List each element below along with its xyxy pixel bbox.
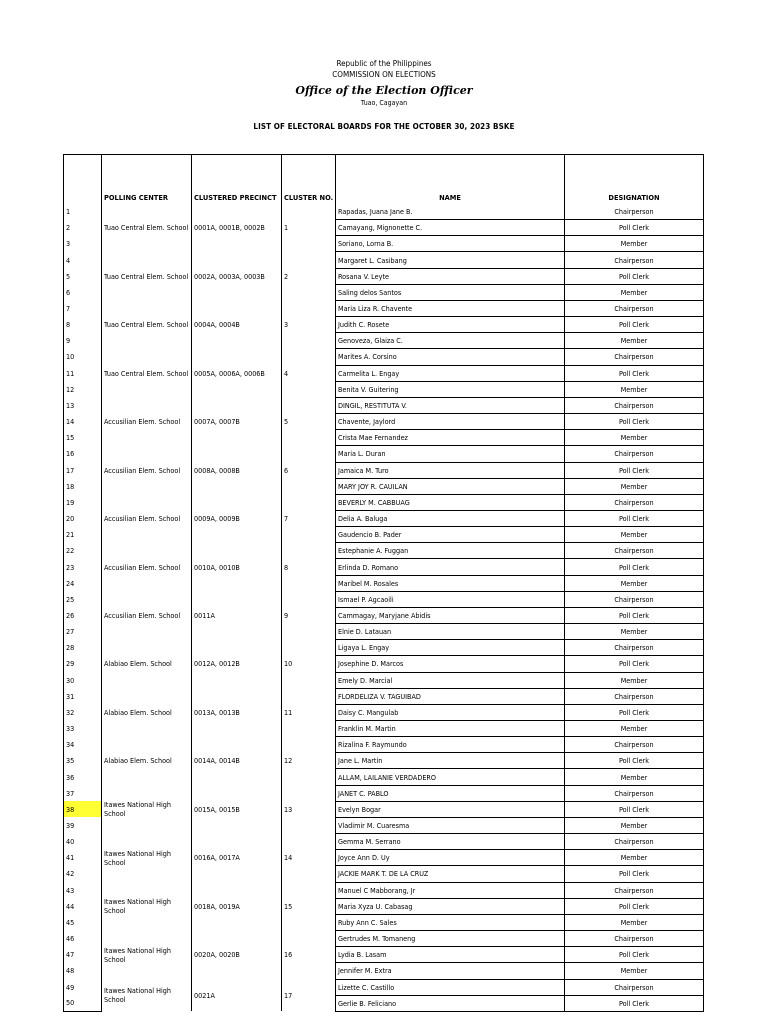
designation-cell: Chairperson: [565, 688, 704, 704]
row-number: 50: [64, 995, 102, 1011]
polling-center-cell: [102, 543, 192, 591]
row-number: 13: [64, 397, 102, 413]
member-name-cell: Ruby Ann C. Sales: [336, 914, 565, 930]
designation-cell: Chairperson: [565, 640, 704, 656]
designation-cell: Chairperson: [565, 397, 704, 413]
row-number: 2: [64, 220, 102, 236]
polling-center-name: Tuao Central Elem. School: [104, 271, 189, 281]
polling-center-name: Itawes National High School: [104, 897, 171, 916]
clustered-precinct-cell: 0021A: [192, 979, 282, 1011]
designation-cell: Poll Clerk: [565, 898, 704, 914]
table-header-row: [64, 155, 704, 205]
member-name-cell: Franklin M. Martin: [336, 721, 565, 737]
header-commission: COMMISSION ON ELECTIONS: [332, 70, 436, 79]
row-number: 31: [64, 688, 102, 704]
cluster-no-cell: 11: [282, 688, 336, 736]
member-name-cell: Benita V. Guitering: [336, 381, 565, 397]
designation-cell: Member: [565, 333, 704, 349]
clustered-precinct-cell: 0018A, 0019A: [192, 882, 282, 930]
member-name-cell: Maria L. Duran: [336, 446, 565, 462]
member-name-cell: Maria Liza R. Chavente: [336, 300, 565, 316]
member-name-cell: Jamaica M. Turo: [336, 462, 565, 478]
polling-center-name: Itawes National High School: [104, 986, 171, 1005]
row-number: 10: [64, 349, 102, 365]
polling-center-name: Accusilian Elem. School: [104, 465, 181, 475]
member-name-cell: JANET C. PABLO: [336, 785, 565, 801]
polling-center-name: Tuao Central Elem. School: [104, 320, 189, 330]
clustered-precinct-cell: 0005A, 0006A, 0006B: [192, 349, 282, 397]
designation-cell: Poll Clerk: [565, 220, 704, 236]
member-name-cell: Soriano, Lorna B.: [336, 236, 565, 252]
designation-cell: Member: [565, 527, 704, 543]
designation-cell: Member: [565, 575, 704, 591]
clustered-precinct-cell: 0010A, 0010B: [192, 543, 282, 591]
polling-center-name: Tuao Central Elem. School: [104, 223, 189, 233]
cluster-no-cell: 4: [282, 349, 336, 397]
row-number: 40: [64, 834, 102, 850]
polling-center-cell: [102, 494, 192, 542]
clustered-precinct-cell: 0016A, 0017A: [192, 834, 282, 882]
table-row: [64, 397, 704, 413]
row-number: 36: [64, 769, 102, 785]
member-name-cell: Gaudencio B. Pader: [336, 527, 565, 543]
row-number: 27: [64, 624, 102, 640]
cluster-no-cell: 8: [282, 543, 336, 591]
row-number: 28: [64, 640, 102, 656]
member-name-cell: MARY JOY R. CAUILAN: [336, 478, 565, 494]
member-name-cell: Emely D. Marcial: [336, 672, 565, 688]
designation-cell: Chairperson: [565, 543, 704, 559]
row-number: 1: [64, 204, 102, 220]
member-name-cell: Vladimir M. Cuaresma: [336, 817, 565, 833]
row-number: 20: [64, 510, 102, 526]
row-number: 25: [64, 591, 102, 607]
designation-cell: Member: [565, 624, 704, 640]
polling-center-cell: [102, 882, 192, 930]
clustered-precinct-cell: 0009A, 0009B: [192, 494, 282, 542]
member-name-cell: Estephanie A. Fuggan: [336, 543, 565, 559]
polling-center-cell: [102, 300, 192, 348]
col-designation-header: DESIGNATION: [565, 155, 704, 205]
col-polling-center-header: POLLING CENTER: [102, 155, 192, 205]
member-name-cell: Rapadas, Juana Jane B.: [336, 204, 565, 220]
designation-cell: Poll Clerk: [565, 801, 704, 817]
member-name-cell: Crista Mae Fernandez: [336, 430, 565, 446]
polling-center-name: Itawes National High School: [104, 848, 171, 867]
table-row: [64, 931, 704, 947]
polling-center-cell: [102, 252, 192, 300]
table-row: [64, 882, 704, 898]
designation-cell: Poll Clerk: [565, 753, 704, 769]
table-row: [64, 640, 704, 656]
designation-cell: Member: [565, 236, 704, 252]
row-number: 22: [64, 543, 102, 559]
cluster-no-cell: 9: [282, 591, 336, 639]
table-row: [64, 204, 704, 220]
cluster-no-cell: 3: [282, 300, 336, 348]
polling-center-cell: [102, 737, 192, 785]
designation-cell: Member: [565, 963, 704, 979]
member-name-cell: Gemma M. Serrano: [336, 834, 565, 850]
member-name-cell: Evelyn Bogar: [336, 801, 565, 817]
row-number: 5: [64, 268, 102, 284]
cluster-no-cell: 16: [282, 931, 336, 979]
table-body: [64, 204, 704, 1011]
member-name-cell: Jane L. Martin: [336, 753, 565, 769]
row-number: 12: [64, 381, 102, 397]
member-name-cell: Josephine D. Marcos: [336, 656, 565, 672]
table-row: [64, 834, 704, 850]
cluster-no-cell: 14: [282, 834, 336, 882]
row-number: 29: [64, 656, 102, 672]
member-name-cell: Cammagay, Maryjane Abidis: [336, 607, 565, 623]
row-number: 11: [64, 365, 102, 381]
row-number: 6: [64, 284, 102, 300]
row-number: 37: [64, 785, 102, 801]
polling-center-cell: [102, 591, 192, 639]
cluster-no-cell: 1: [282, 204, 336, 252]
col-clustered-precinct-header: CLUSTERED PRECINCT: [192, 155, 282, 205]
member-name-cell: Lizette C. Castillo: [336, 979, 565, 995]
row-number: 3: [64, 236, 102, 252]
designation-cell: Poll Clerk: [565, 607, 704, 623]
row-number: 19: [64, 494, 102, 510]
row-number: 47: [64, 947, 102, 963]
designation-cell: Chairperson: [565, 446, 704, 462]
polling-center-name: Alabiao Elem. School: [104, 707, 172, 717]
designation-cell: Member: [565, 721, 704, 737]
header-republic: Republic of the Philippines: [336, 59, 432, 68]
col-name-header: NAME: [336, 155, 565, 205]
table-row: [64, 591, 704, 607]
polling-center-cell: [102, 688, 192, 736]
clustered-precinct-cell: 0007A, 0007B: [192, 397, 282, 445]
member-name-cell: Margaret L. Casibang: [336, 252, 565, 268]
table-row: [64, 252, 704, 268]
designation-cell: Member: [565, 672, 704, 688]
clustered-precinct-cell: 0004A, 0004B: [192, 300, 282, 348]
clustered-precinct-cell: 0014A, 0014B: [192, 737, 282, 785]
designation-cell: Member: [565, 284, 704, 300]
cluster-no-cell: 15: [282, 882, 336, 930]
polling-center-cell: [102, 349, 192, 397]
polling-center-cell: [102, 204, 192, 252]
designation-cell: Poll Clerk: [565, 414, 704, 430]
row-number: 18: [64, 478, 102, 494]
designation-cell: Chairperson: [565, 979, 704, 995]
clustered-precinct-cell: 0002A, 0003A, 0003B: [192, 252, 282, 300]
member-name-cell: FLORDELIZA V. TAGUIBAD: [336, 688, 565, 704]
row-number: 9: [64, 333, 102, 349]
cluster-no-cell: 17: [282, 979, 336, 1011]
polling-center-name: Accusilian Elem. School: [104, 562, 181, 572]
clustered-precinct-cell: 0012A, 0012B: [192, 640, 282, 688]
designation-cell: Member: [565, 430, 704, 446]
designation-cell: Poll Clerk: [565, 995, 704, 1011]
table-row: [64, 446, 704, 462]
member-name-cell: Ismael P. Agcaoili: [336, 591, 565, 607]
designation-cell: Member: [565, 769, 704, 785]
polling-center-name: Itawes National High School: [104, 800, 171, 819]
designation-cell: Member: [565, 817, 704, 833]
member-name-cell: Judith C. Rosete: [336, 317, 565, 333]
member-name-cell: Joyce Ann D. Uy: [336, 850, 565, 866]
member-name-cell: Elnie D. Latauan: [336, 624, 565, 640]
member-name-cell: Marites A. Corsino: [336, 349, 565, 365]
electoral-boards-table: [63, 154, 703, 1008]
row-number: 23: [64, 559, 102, 575]
member-name-cell: Gertrudes M. Tomaneng: [336, 931, 565, 947]
cluster-no-cell: 12: [282, 737, 336, 785]
cluster-no-cell: 7: [282, 494, 336, 542]
cluster-no-cell: 6: [282, 446, 336, 494]
designation-cell: Member: [565, 914, 704, 930]
clustered-precinct-cell: 0015A, 0015B: [192, 785, 282, 833]
member-name-cell: BEVERLY M. CABBUAG: [336, 494, 565, 510]
polling-center-name: Alabiao Elem. School: [104, 756, 172, 766]
designation-cell: Chairperson: [565, 882, 704, 898]
cluster-no-cell: 13: [282, 785, 336, 833]
polling-center-name: Tuao Central Elem. School: [104, 368, 189, 378]
clustered-precinct-cell: 0011A: [192, 591, 282, 639]
row-number: 45: [64, 914, 102, 930]
polling-center-cell: [102, 979, 192, 1011]
polling-center-cell: [102, 397, 192, 445]
member-name-cell: Chavente, Jaylord: [336, 414, 565, 430]
clustered-precinct-cell: 0020A, 0020B: [192, 931, 282, 979]
member-name-cell: Rizalina F. Raymundo: [336, 737, 565, 753]
row-number: 41: [64, 850, 102, 866]
member-name-cell: Manuel C Mabborang, Jr: [336, 882, 565, 898]
polling-center-cell: [102, 785, 192, 833]
row-number: 44: [64, 898, 102, 914]
header-office: Office of the Election Officer: [295, 84, 473, 97]
row-number: 30: [64, 672, 102, 688]
row-number: 33: [64, 721, 102, 737]
row-number: 34: [64, 737, 102, 753]
designation-cell: Poll Clerk: [565, 656, 704, 672]
col-number-header: [64, 155, 102, 205]
designation-cell: Member: [565, 850, 704, 866]
member-name-cell: Maribel M. Rosales: [336, 575, 565, 591]
row-number: 4: [64, 252, 102, 268]
member-name-cell: Gerlie B. Feliciano: [336, 995, 565, 1011]
col-cluster-no-header: CLUSTER NO.: [282, 155, 336, 205]
clustered-precinct-cell: 0013A, 0013B: [192, 688, 282, 736]
designation-cell: Member: [565, 478, 704, 494]
member-name-cell: DINGIL, RESTITUTA V.: [336, 397, 565, 413]
member-name-cell: JACKIE MARK T. DE LA CRUZ: [336, 866, 565, 882]
row-number: 26: [64, 607, 102, 623]
member-name-cell: Saling delos Santos: [336, 284, 565, 300]
polling-center-name: Accusilian Elem. School: [104, 610, 181, 620]
designation-cell: Chairperson: [565, 204, 704, 220]
designation-cell: Chairperson: [565, 300, 704, 316]
member-name-cell: Jennifer M. Extra: [336, 963, 565, 979]
member-name-cell: Camayang, Mignonette C.: [336, 220, 565, 236]
designation-cell: Poll Clerk: [565, 510, 704, 526]
designation-cell: Chairperson: [565, 349, 704, 365]
designation-cell: Chairperson: [565, 834, 704, 850]
header-location: Tuao, Cagayan: [360, 99, 408, 107]
polling-center-name: Alabiao Elem. School: [104, 659, 172, 669]
polling-center-cell: [102, 446, 192, 494]
designation-cell: Poll Clerk: [565, 866, 704, 882]
row-number: 39: [64, 817, 102, 833]
row-number: 48: [64, 963, 102, 979]
polling-center-name: Accusilian Elem. School: [104, 417, 181, 427]
row-number: 8: [64, 317, 102, 333]
designation-cell: Poll Clerk: [565, 268, 704, 284]
table-row: [64, 349, 704, 365]
designation-cell: Poll Clerk: [565, 947, 704, 963]
polling-center-cell: [102, 834, 192, 882]
designation-cell: Member: [565, 381, 704, 397]
table-row: [64, 688, 704, 704]
member-name-cell: Genoveza, Glaiza C.: [336, 333, 565, 349]
row-number: 24: [64, 575, 102, 591]
polling-center-cell: [102, 640, 192, 688]
row-number: 42: [64, 866, 102, 882]
row-number: 38: [64, 801, 102, 817]
row-number: 7: [64, 300, 102, 316]
designation-cell: Chairperson: [565, 785, 704, 801]
cluster-no-cell: 5: [282, 397, 336, 445]
member-name-cell: Carmelita L. Engay: [336, 365, 565, 381]
member-name-cell: Ligaya L. Engay: [336, 640, 565, 656]
table-row: [64, 737, 704, 753]
row-number: 46: [64, 931, 102, 947]
document-title: LIST OF ELECTORAL BOARDS FOR THE OCTOBER 30, 2023 BSKE: [253, 122, 515, 131]
clustered-precinct-cell: 0008A, 0008B: [192, 446, 282, 494]
designation-cell: Poll Clerk: [565, 704, 704, 720]
member-name-cell: Maria Xyza U. Cabasag: [336, 898, 565, 914]
row-number: 15: [64, 430, 102, 446]
designation-cell: Poll Clerk: [565, 317, 704, 333]
clustered-precinct-cell: 0001A, 0001B, 0002B: [192, 204, 282, 252]
row-number: 35: [64, 753, 102, 769]
designation-cell: Chairperson: [565, 737, 704, 753]
designation-cell: Chairperson: [565, 494, 704, 510]
row-number: 16: [64, 446, 102, 462]
member-name-cell: Rosana V. Leyte: [336, 268, 565, 284]
row-number: 49: [64, 979, 102, 995]
row-number: 17: [64, 462, 102, 478]
polling-center-cell: [102, 931, 192, 979]
member-name-cell: ALLAM, LAILANIE VERDADERO: [336, 769, 565, 785]
designation-cell: Chairperson: [565, 591, 704, 607]
table-row: [64, 785, 704, 801]
table-row: [64, 494, 704, 510]
member-name-cell: Erlinda D. Romano: [336, 559, 565, 575]
polling-center-name: Itawes National High School: [104, 945, 171, 964]
row-number: 43: [64, 882, 102, 898]
row-number: 21: [64, 527, 102, 543]
table-row: [64, 543, 704, 559]
member-name-cell: Delia A. Baluga: [336, 510, 565, 526]
row-number: 32: [64, 704, 102, 720]
member-name-cell: Lydia B. Lasam: [336, 947, 565, 963]
designation-cell: Poll Clerk: [565, 462, 704, 478]
member-name-cell: Daisy C. Mangulab: [336, 704, 565, 720]
designation-cell: Chairperson: [565, 931, 704, 947]
cluster-no-cell: 2: [282, 252, 336, 300]
cluster-no-cell: 10: [282, 640, 336, 688]
table-row: [64, 979, 704, 995]
row-number: 14: [64, 414, 102, 430]
polling-center-name: Accusilian Elem. School: [104, 514, 181, 524]
designation-cell: Poll Clerk: [565, 365, 704, 381]
designation-cell: Chairperson: [565, 252, 704, 268]
table-row: [64, 300, 704, 316]
designation-cell: Poll Clerk: [565, 559, 704, 575]
